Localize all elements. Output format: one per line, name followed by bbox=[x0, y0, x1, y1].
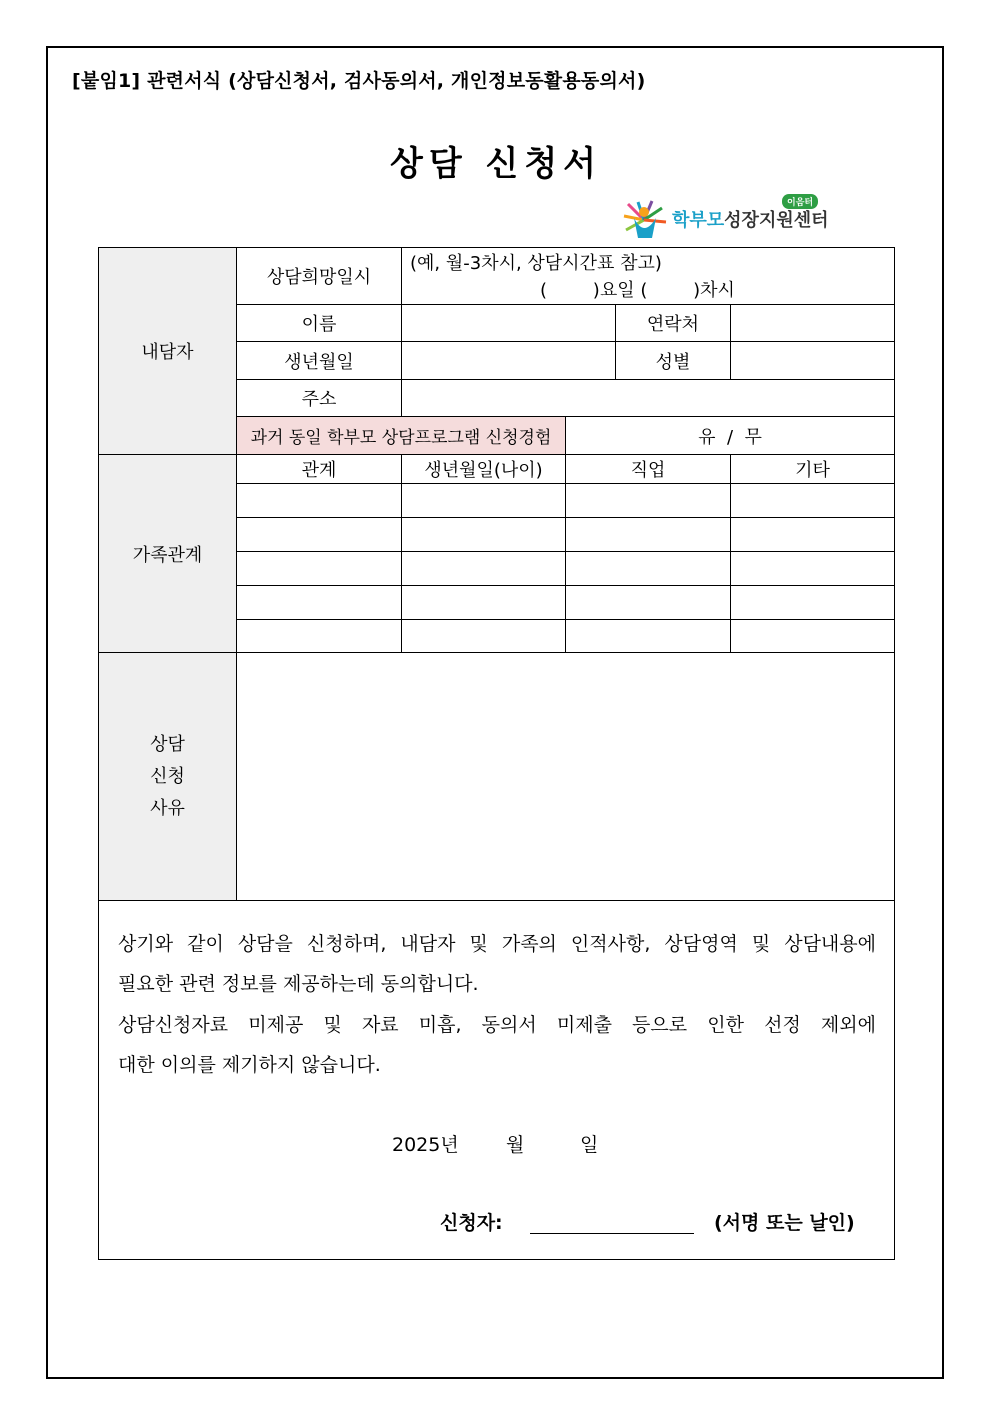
family-cell[interactable] bbox=[566, 518, 731, 552]
address-field[interactable] bbox=[402, 380, 895, 417]
family-cell[interactable] bbox=[566, 552, 731, 586]
applicant-label: 신청자: bbox=[440, 1212, 503, 1234]
sign-hint: (서명 또는 날인) bbox=[714, 1212, 855, 1234]
family-cell[interactable] bbox=[237, 518, 402, 552]
birth-field[interactable] bbox=[402, 342, 616, 380]
date-day[interactable]: 일 bbox=[580, 1134, 599, 1156]
date-month[interactable]: 월 bbox=[506, 1134, 525, 1156]
consent-line-2: 필요한 관련 정보를 제공하는데 동의합니다. bbox=[118, 973, 479, 995]
family-cell[interactable] bbox=[731, 586, 895, 620]
family-col-birth: 생년월일(나이) bbox=[402, 455, 566, 484]
center-logo bbox=[622, 196, 837, 240]
date-year: 2025년 bbox=[392, 1134, 459, 1156]
preferred-time-hint: (예, 월-3차시, 상담시간표 참고) bbox=[410, 253, 662, 274]
logo-text: 학부모성장지원센터 bbox=[672, 210, 829, 231]
family-cell[interactable] bbox=[566, 484, 731, 518]
colorful-people-burst-icon bbox=[622, 198, 670, 240]
past-experience-options[interactable]: 유 / 무 bbox=[566, 417, 895, 455]
family-cell[interactable] bbox=[402, 518, 566, 552]
gender-label: 성별 bbox=[616, 342, 731, 380]
family-cell[interactable] bbox=[237, 552, 402, 586]
consent-line-1: 상기와 같이 상담을 신청하며, 내담자 및 가족의 인적사항, 상담영역 및 상담내용에 bbox=[118, 933, 876, 955]
reason-field[interactable] bbox=[237, 653, 895, 901]
family-cell[interactable] bbox=[237, 620, 402, 653]
family-cell[interactable] bbox=[402, 484, 566, 518]
name-field[interactable] bbox=[402, 305, 616, 342]
family-cell[interactable] bbox=[402, 620, 566, 653]
signature-line[interactable] bbox=[530, 1233, 694, 1234]
contact-label: 연락처 bbox=[616, 305, 731, 342]
birth-label: 생년월일 bbox=[237, 342, 402, 380]
family-section-label: 가족관계 bbox=[99, 455, 237, 653]
consent-line-3: 상담신청자료 미제공 및 자료 미흡, 동의서 미제출 등으로 인한 선정 제외에 bbox=[118, 1014, 876, 1036]
family-cell[interactable] bbox=[237, 484, 402, 518]
family-cell[interactable] bbox=[566, 586, 731, 620]
preferred-time-label: 상담희망일시 bbox=[237, 248, 402, 305]
name-label: 이름 bbox=[237, 305, 402, 342]
family-cell[interactable] bbox=[731, 552, 895, 586]
address-label: 주소 bbox=[237, 380, 402, 417]
preferred-time-field[interactable] bbox=[402, 248, 895, 305]
gender-field[interactable] bbox=[731, 342, 895, 380]
past-experience-label: 과거 동일 학부모 상담프로그램 신청경험 bbox=[237, 417, 566, 455]
family-col-relation: 관계 bbox=[237, 455, 402, 484]
consent-line-4: 대한 이의를 제기하지 않습니다. bbox=[118, 1054, 381, 1076]
family-cell[interactable] bbox=[731, 620, 895, 653]
preferred-time-template: ( )요일 ( )차시 bbox=[540, 280, 735, 301]
family-col-etc: 기타 bbox=[731, 455, 895, 484]
family-cell[interactable] bbox=[402, 552, 566, 586]
attachment-label: [붙임1] 관련서식 (상담신청서, 검사동의서, 개인정보동활용동의서) bbox=[72, 70, 646, 92]
family-cell[interactable] bbox=[402, 586, 566, 620]
logo-badge: 이음터 bbox=[782, 194, 818, 209]
document-title: 상담 신청서 bbox=[389, 144, 603, 184]
reason-section-label: 상담 신청 사유 bbox=[99, 653, 237, 901]
client-section-label: 내담자 bbox=[99, 248, 237, 455]
family-cell[interactable] bbox=[731, 484, 895, 518]
family-cell[interactable] bbox=[237, 586, 402, 620]
family-cell[interactable] bbox=[731, 518, 895, 552]
family-cell[interactable] bbox=[566, 620, 731, 653]
application-form-table bbox=[98, 247, 895, 1260]
contact-field[interactable] bbox=[731, 305, 895, 342]
family-col-job: 직업 bbox=[566, 455, 731, 484]
